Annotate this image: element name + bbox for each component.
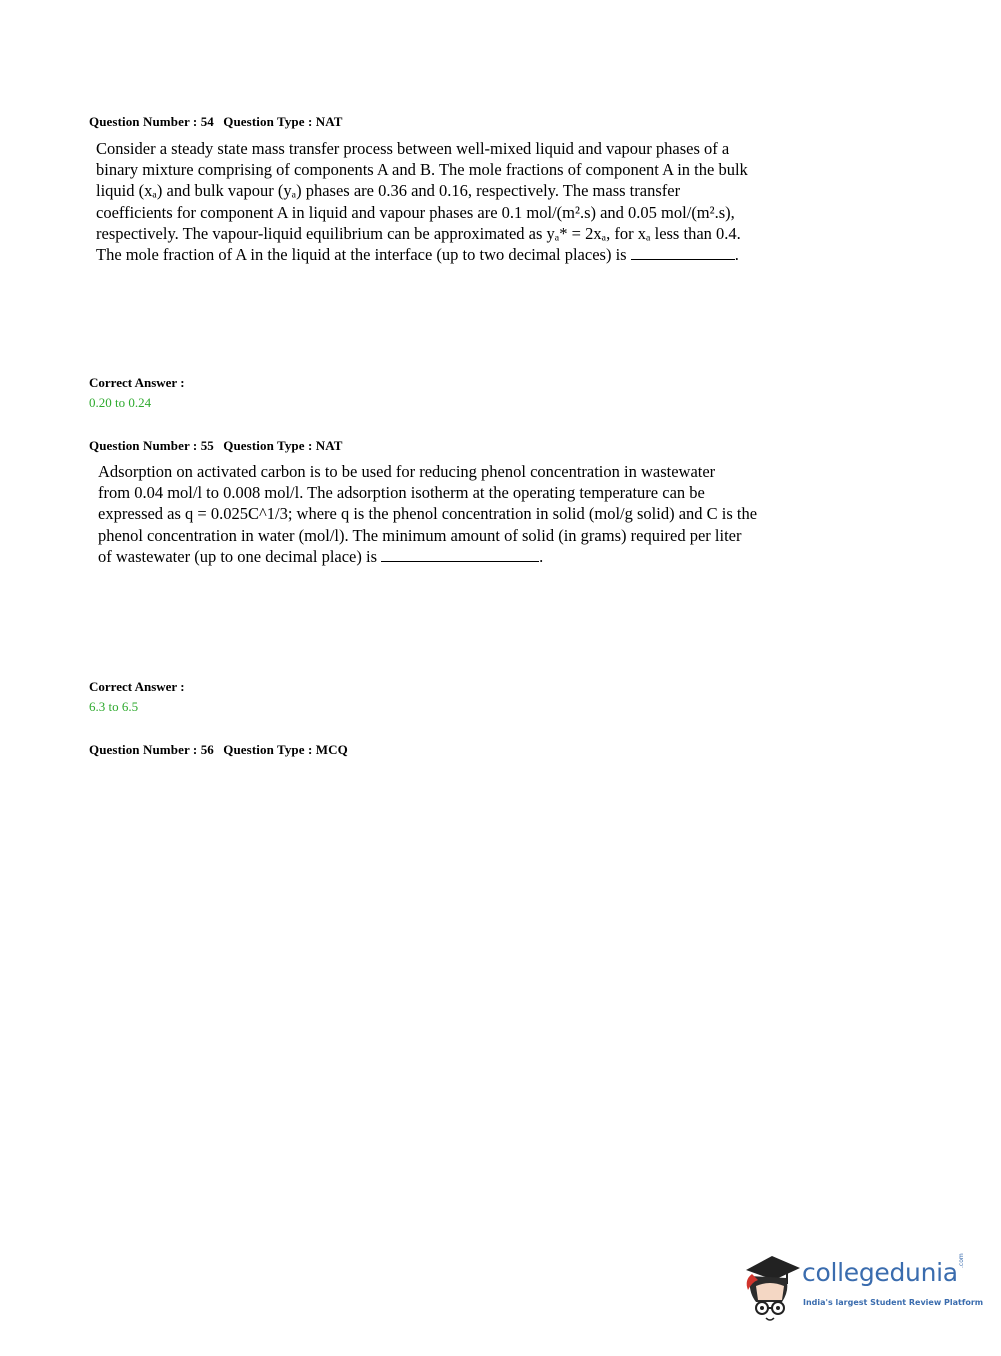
text-line: coefficients for component A in liquid and vapour phases are 0.1 mol/(m².s) and 0.05 mol/(m².s),	[96, 202, 735, 222]
collegedunia-logo	[742, 1246, 984, 1326]
mascot-icon	[742, 1250, 804, 1322]
correct-answer-label: Correct Answer :	[89, 679, 185, 694]
text-line: phenol concentration in water (mol/l). The minimum amount of solid (in grams) required per liter	[98, 525, 742, 545]
text-line: expressed as q = 0.025C^1/3; where q is the phenol concentration in solid (mol/g solid) and C is the	[98, 504, 758, 524]
answer-blank	[381, 547, 539, 562]
question-type: Question Type : NAT	[223, 114, 343, 129]
text-line-last: The mole fraction of A in the liquid at the interface (up to two decimal places) is .	[96, 244, 739, 264]
question-56-header	[89, 742, 348, 758]
logo-tagline: India's largest Student Review Platform	[803, 1298, 984, 1307]
text-line: respectively. The vapour-liquid equilibrium can be approximated as yₐ* = 2xₐ, for xₐ less than 0.4.	[96, 223, 741, 243]
question-number: Question Number : 56	[89, 742, 214, 757]
question-number: Question Number : 54	[89, 114, 214, 129]
correct-answer-value: 0.20 to 0.24	[89, 395, 152, 410]
question-54-text	[96, 138, 748, 265]
text-line: binary mixture comprising of components A and B. The mole fractions of component A in the bulk	[96, 160, 748, 180]
text-line-last: of wastewater (up to one decimal place) is .	[98, 546, 544, 566]
text-line: The mole fraction of A in the liquid at the interface (up to two decimal places) is	[96, 244, 627, 264]
question-type: Question Type : MCQ	[223, 742, 348, 757]
question-55-header	[89, 438, 343, 454]
text-line: Adsorption on activated carbon is to be used for reducing phenol concentration in wastewater	[98, 462, 716, 481]
correct-answer-label: Correct Answer :	[89, 375, 185, 390]
text-line: of wastewater (up to one decimal place) is	[98, 546, 378, 566]
answer-blank	[631, 245, 735, 260]
question-number: Question Number : 55	[89, 438, 214, 453]
text-line: liquid (xₐ) and bulk vapour (yₐ) phases are 0.36 and 0.16, respectively. The mass transfer	[96, 181, 681, 201]
question-55-text	[98, 461, 757, 567]
logo-wordmark: collegedunia	[802, 1258, 958, 1287]
question-type: Question Type : NAT	[223, 438, 343, 453]
question-54-header	[89, 114, 343, 130]
text-line: Consider a steady state mass transfer process between well-mixed liquid and vapour phases of a	[96, 139, 730, 158]
correct-answer-value: 6.3 to 6.5	[89, 699, 139, 714]
text-line: from 0.04 mol/l to 0.008 mol/l. The adsorption isotherm at the operating temperature can be	[98, 483, 705, 503]
logo-suffix: .com	[958, 1253, 965, 1268]
